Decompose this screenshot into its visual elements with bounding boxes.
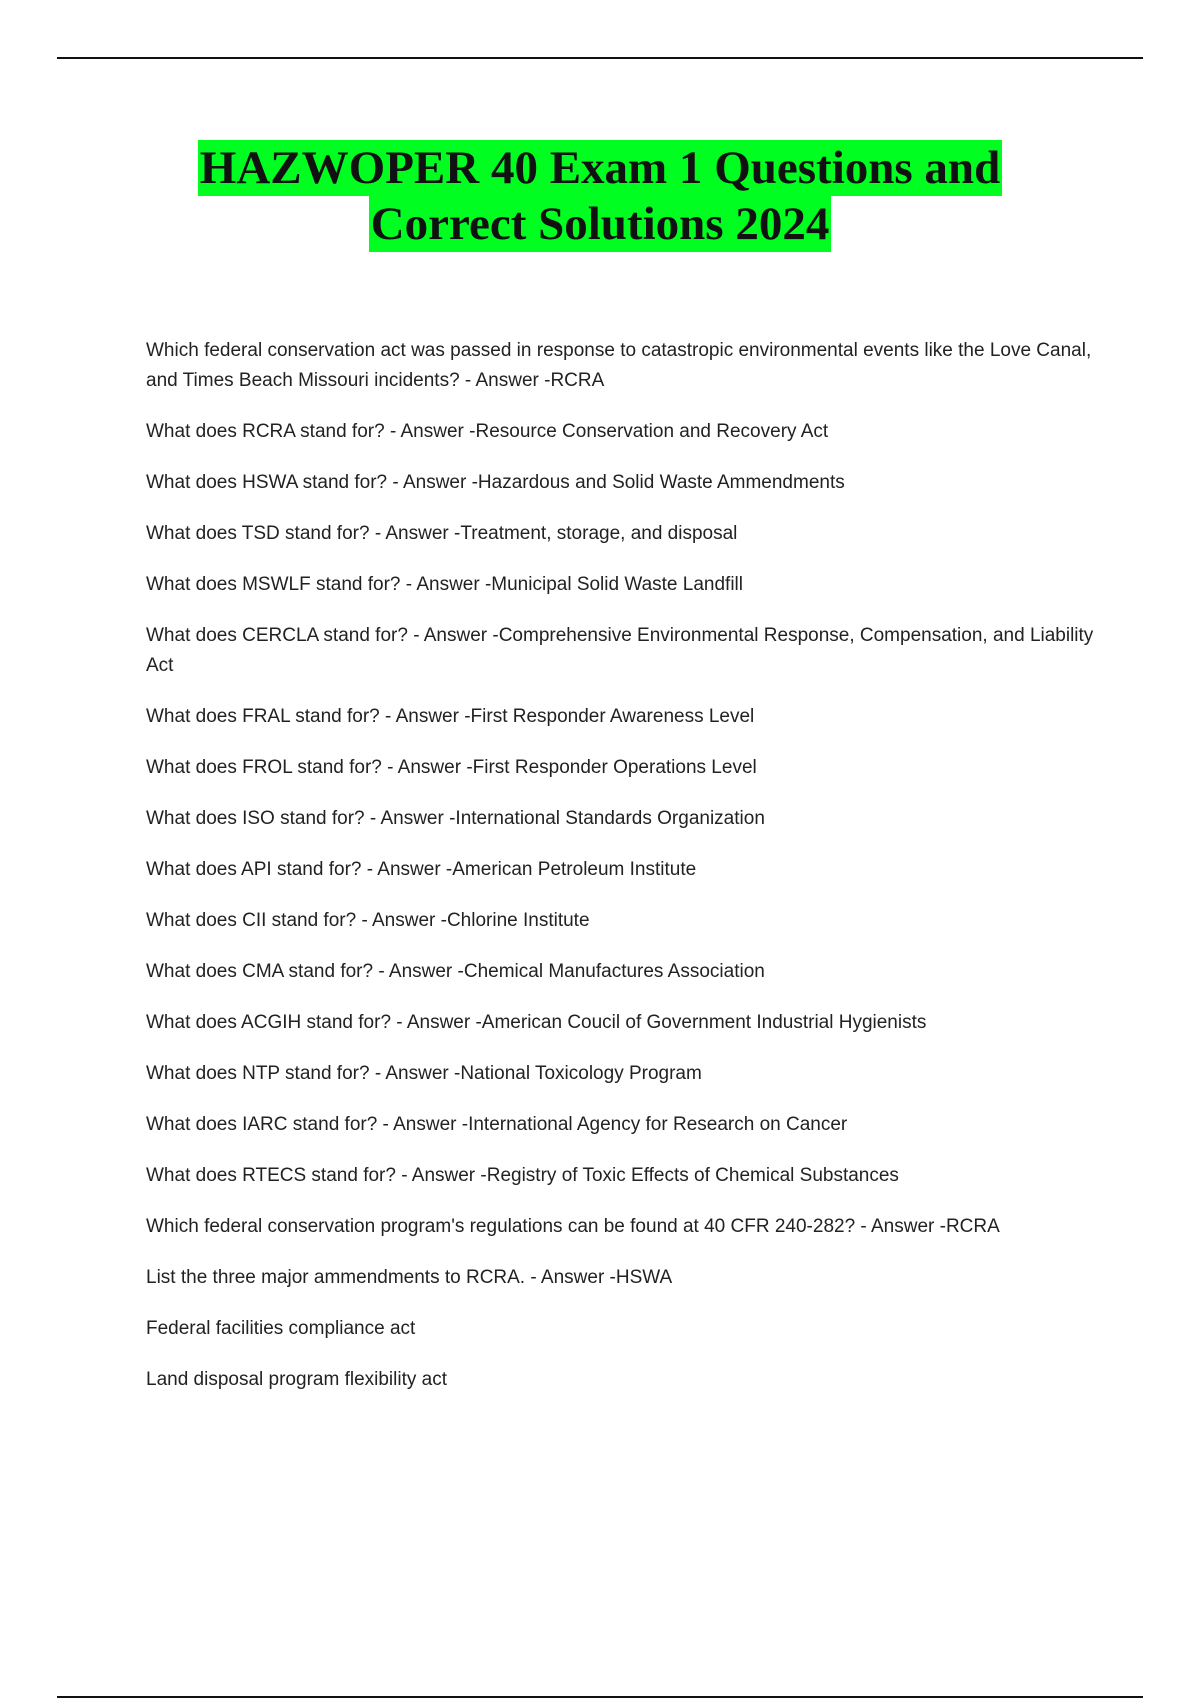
qa-list bbox=[146, 336, 1096, 1416]
title-line-1: HAZWOPER 40 Exam 1 Questions and bbox=[199, 142, 1001, 194]
qa-item: What does MSWLF stand for? - Answer -Municipal Solid Waste Landfill bbox=[146, 574, 743, 595]
qa-item: What does TSD stand for? - Answer -Treatment, storage, and disposal bbox=[146, 523, 738, 544]
title-line-2: Correct Solutions 2024 bbox=[370, 198, 830, 250]
qa-item: What does RTECS stand for? - Answer -Registry of Toxic Effects of Chemical Substances bbox=[146, 1165, 899, 1186]
qa-item: What does ISO stand for? - Answer -International Standards Organization bbox=[146, 808, 765, 829]
qa-item: What does CII stand for? - Answer -Chlorine Institute bbox=[146, 910, 590, 931]
qa-item: What does CMA stand for? - Answer -Chemical Manufactures Association bbox=[146, 961, 765, 982]
bottom-divider bbox=[57, 1696, 1143, 1698]
qa-item: What does ACGIH stand for? - Answer -American Coucil of Government Industrial Hygienists bbox=[146, 1012, 927, 1033]
qa-item: Federal facilities compliance act bbox=[146, 1318, 416, 1339]
document-title bbox=[0, 140, 1200, 252]
qa-item: What does NTP stand for? - Answer -National Toxicology Program bbox=[146, 1063, 702, 1084]
qa-item: What does FRAL stand for? - Answer -First Responder Awareness Level bbox=[146, 706, 755, 727]
qa-item: Land disposal program flexibility act bbox=[146, 1369, 447, 1390]
qa-item: What does IARC stand for? - Answer -International Agency for Research on Cancer bbox=[146, 1114, 848, 1135]
qa-item: Which federal conservation act was passed in response to catastropic environmental events like the Love Canal, and Times Beach Missouri incidents? - Answer -RCRA bbox=[146, 340, 1092, 391]
qa-item: Which federal conservation program's regulations can be found at 40 CFR 240-282? - Answer -RCRA bbox=[146, 1216, 1000, 1237]
qa-item: List the three major ammendments to RCRA. - Answer -HSWA bbox=[146, 1267, 673, 1288]
qa-item: What does RCRA stand for? - Answer -Resource Conservation and Recovery Act bbox=[146, 421, 829, 442]
qa-item: What does FROL stand for? - Answer -First Responder Operations Level bbox=[146, 757, 757, 778]
top-divider bbox=[57, 57, 1143, 59]
qa-item: What does API stand for? - Answer -American Petroleum Institute bbox=[146, 859, 697, 880]
qa-item: What does CERCLA stand for? - Answer -Comprehensive Environmental Response, Compensation, and Liability Act bbox=[146, 625, 1094, 676]
qa-item: What does HSWA stand for? - Answer -Hazardous and Solid Waste Ammendments bbox=[146, 472, 845, 493]
